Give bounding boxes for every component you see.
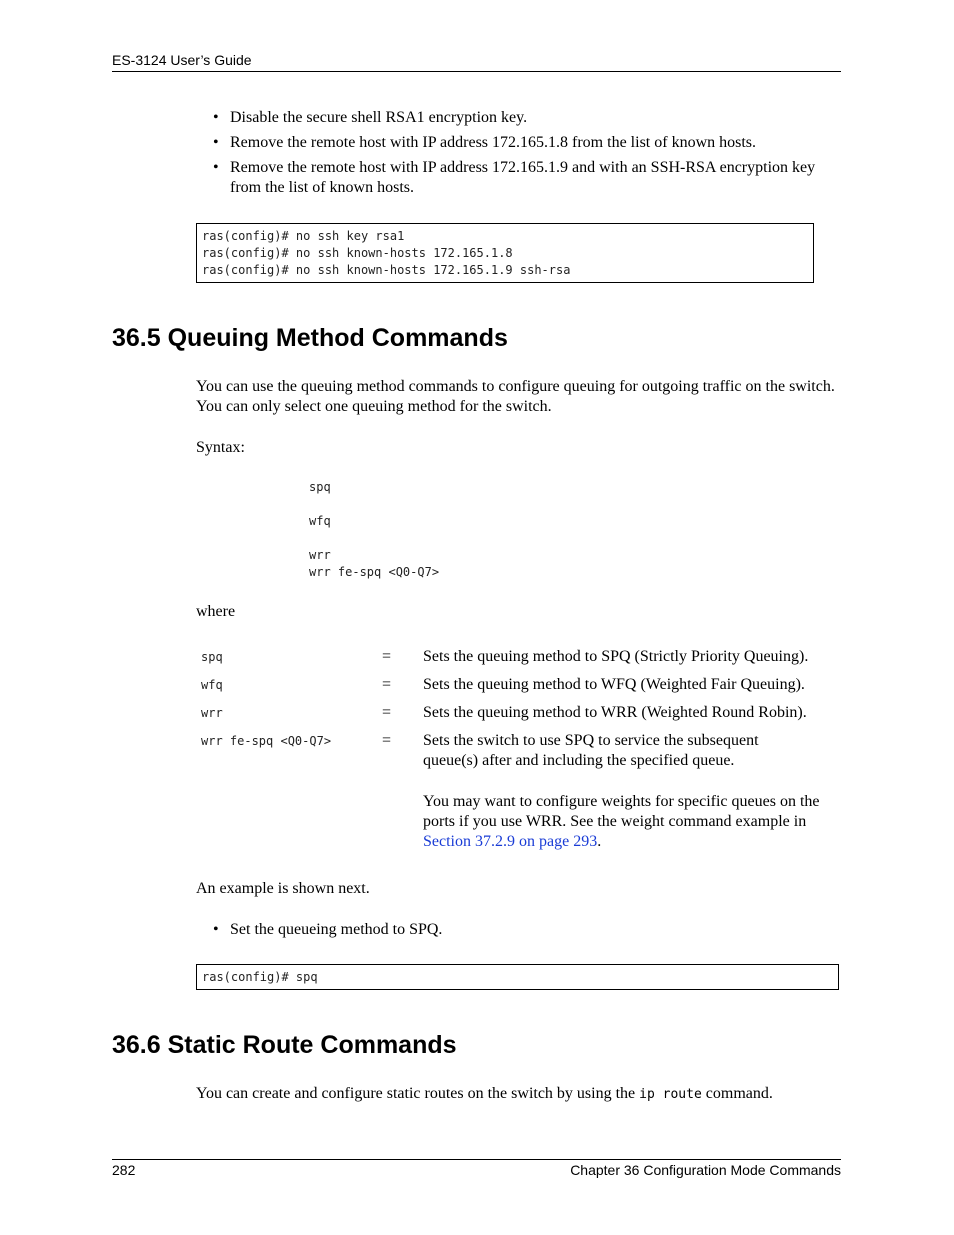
definition-desc: Sets the queuing method to WRR (Weighted Round Robin).	[423, 704, 807, 721]
code-line: ras(config)# no ssh known-hosts 172.165.1.8	[202, 246, 513, 260]
definition-equals: =	[382, 676, 392, 693]
section-intro	[196, 1084, 841, 1105]
bullet-dot: •	[213, 134, 219, 151]
definition-note	[423, 792, 841, 852]
example-label: An example is shown next.	[196, 880, 370, 897]
syntax-line: wfq	[309, 514, 331, 528]
bullet-dot: •	[213, 921, 219, 938]
section-heading: 36.6 Static Route Commands	[112, 1031, 457, 1059]
definition-equals: =	[382, 648, 392, 665]
header-rule	[112, 71, 841, 72]
bullet-dot: •	[213, 109, 219, 126]
syntax-line: wrr fe-spq <Q0-Q7>	[309, 565, 440, 579]
definition-term: wrr	[201, 706, 223, 720]
syntax-label: Syntax:	[196, 439, 245, 456]
definition-equals: =	[382, 732, 392, 749]
note-end: .	[597, 833, 602, 850]
section-heading: 36.5 Queuing Method Commands	[112, 324, 508, 352]
syntax-line: spq	[309, 480, 331, 494]
note-text: You may want to configure weights for specific queues on the ports if you use WRR. See the weight command example in	[423, 793, 820, 830]
intro-text-end: command.	[701, 1085, 773, 1102]
definition-equals: =	[382, 704, 392, 721]
code-line: ras(config)# spq	[202, 970, 318, 984]
bullet-dot: •	[213, 159, 219, 176]
definition-term: wrr fe-spq <Q0-Q7>	[201, 734, 332, 748]
definition-term: spq	[201, 650, 223, 664]
definition-desc: Sets the switch to use SPQ to service the subsequent queue(s) after and including the specified queue.	[423, 732, 759, 769]
bullet-item: Remove the remote host with IP address 172.165.1.8 from the list of known hosts.	[230, 134, 757, 151]
code-line: ras(config)# no ssh known-hosts 172.165.1.9 ssh-rsa	[202, 263, 571, 277]
code-line: ras(config)# no ssh key rsa1	[202, 229, 405, 243]
bullet-item: Disable the secure shell RSA1 encryption key.	[230, 109, 528, 126]
where-label: where	[196, 603, 236, 620]
section-link[interactable]: Section 37.2.9 on page 293	[423, 833, 598, 850]
footer-rule	[112, 1159, 841, 1160]
code-block	[196, 223, 814, 283]
code-block	[196, 964, 839, 990]
inline-code: ip route	[639, 1087, 702, 1102]
definition-term: wfq	[201, 678, 223, 692]
footer-chapter: Chapter 36 Configuration Mode Commands	[570, 1162, 841, 1178]
definition-desc: Sets the queuing method to WFQ (Weighted Fair Queuing).	[423, 676, 805, 693]
definition-desc: Sets the queuing method to SPQ (Strictly Priority Queuing).	[423, 648, 809, 665]
section-intro: You can use the queuing method commands to configure queuing for outgoing traffic on the switch. You can only select one queuing method for the switch.	[196, 378, 835, 415]
bullet-item: Remove the remote host with IP address 172.165.1.9 and with an SSH-RSA encryption key from the list of known hosts.	[230, 159, 816, 196]
page-number: 282	[112, 1162, 136, 1178]
intro-text: You can create and configure static routes on the switch by using the	[196, 1085, 640, 1102]
running-header-title: ES-3124 User’s Guide	[112, 52, 252, 68]
bullet-item: Set the queueing method to SPQ.	[230, 921, 443, 938]
syntax-line: wrr	[309, 548, 331, 562]
